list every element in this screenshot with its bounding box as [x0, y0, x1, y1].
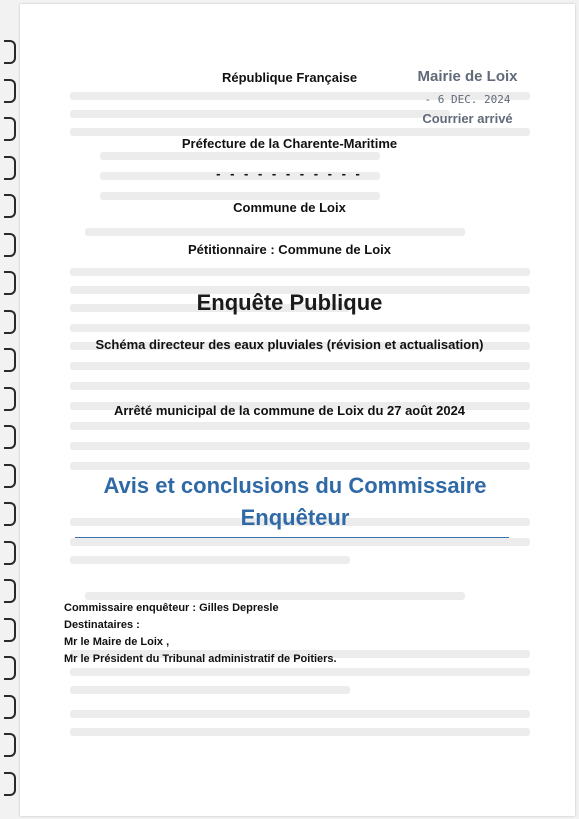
prefecture-heading: Préfecture de la Charente-Maritime: [181, 136, 398, 151]
avis-underline: [75, 537, 509, 538]
subtitle: Schéma directeur des eaux pluviales (révision et actualisation): [95, 337, 484, 352]
reception-stamp: [400, 68, 535, 126]
commune-heading: Commune de Loix: [233, 200, 346, 215]
petitionnaire-heading: Pétitionnaire : Commune de Loix: [188, 242, 391, 257]
binding-ring: [4, 618, 16, 642]
recipient-maire: Mr le Maire de Loix ,: [64, 636, 170, 648]
binding-ring: [4, 40, 16, 64]
republique-heading: République Française: [221, 70, 358, 85]
binding-ring: [4, 733, 16, 757]
stamp-date: - 6 DEC. 2024: [424, 93, 511, 106]
binding-ring: [4, 656, 16, 680]
recipients-block: [64, 602, 337, 670]
binding-ring: [4, 464, 16, 488]
page-title: Enquête Publique: [196, 290, 383, 315]
dotted-separator: - - - - - - - - - - -: [216, 166, 363, 181]
stamp-courrier: Courrier arrivé: [422, 111, 513, 126]
recipient-president: Mr le Président du Tribunal administratif de Poitiers.: [64, 653, 337, 665]
binding-ring: [4, 695, 16, 719]
binding-ring: [4, 772, 16, 796]
binding-ring: [4, 502, 16, 526]
destinataires-label: Destinataires :: [64, 619, 140, 631]
binding-ring: [4, 579, 16, 603]
avis-title-line-1: Avis et conclusions du Commissaire: [103, 473, 487, 498]
binding-ring: [4, 541, 16, 565]
avis-title: [60, 470, 530, 534]
binding-ring: [4, 425, 16, 449]
commissaire-line: Commissaire enquêteur : Gilles Depresle: [64, 602, 279, 614]
avis-title-line-2: Enquêteur: [240, 504, 350, 530]
arrete-line: Arrêté municipal de la commune de Loix du 27 août 2024: [113, 403, 466, 418]
stamp-mairie: Mairie de Loix: [417, 68, 518, 85]
